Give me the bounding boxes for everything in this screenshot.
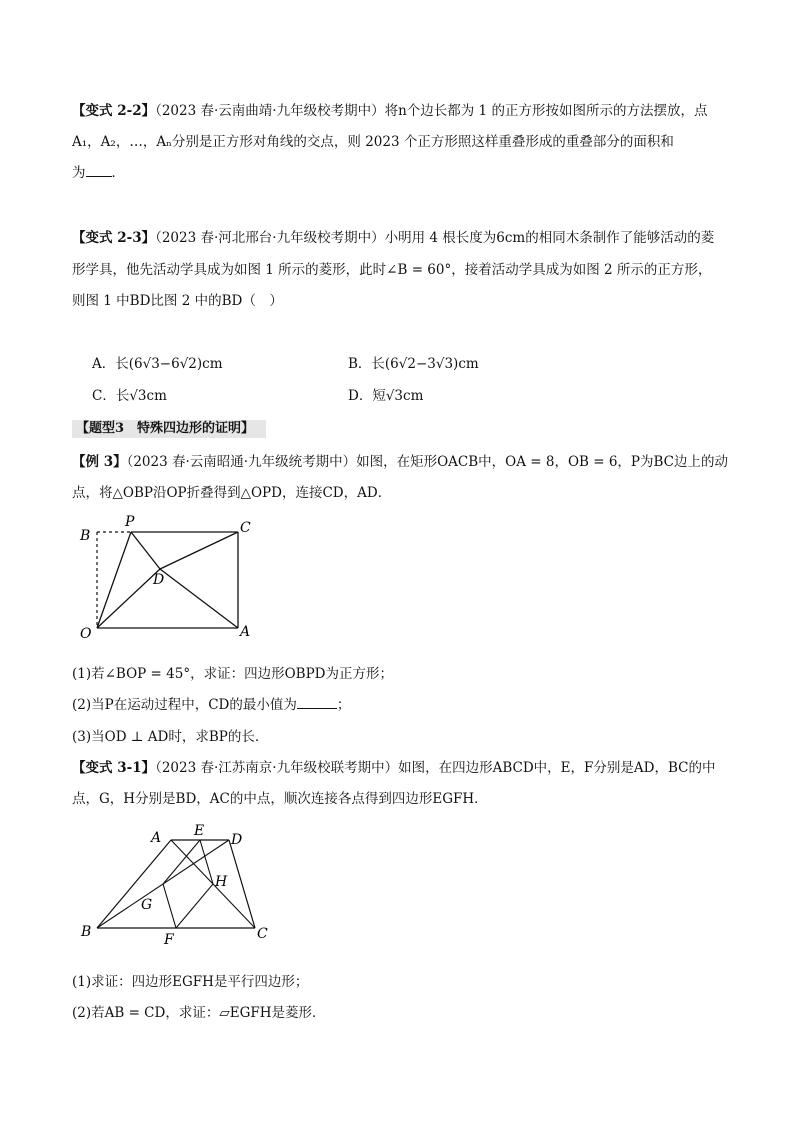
ex3-label-B: B — [80, 528, 91, 544]
q23-label: 【变式 2-3】 — [72, 230, 156, 246]
ex3-label-P: P — [125, 514, 135, 530]
v31-label-H: H — [215, 874, 228, 890]
ex3-q2 — [72, 695, 732, 715]
section3-header: 【题型3 特殊四边形的证明】 — [72, 420, 266, 438]
ex3-label-D: D — [153, 572, 165, 588]
q22-line3-end: ． — [111, 165, 125, 181]
q22-line3 — [72, 163, 732, 183]
v31-seg-FH — [176, 884, 213, 928]
ex3-q1: (1)若∠BOP = 45°，求证：四边形OBPD为正方形； — [72, 666, 393, 682]
v31-label-A: A — [151, 830, 162, 846]
v31-line1-text: （2023 春·江苏南京·九年级校联考期中）如图，在四边形ABCD中，E，F分别是AD，BC的中 — [155, 760, 716, 776]
ex3-figure — [70, 512, 270, 642]
ex3-seg-CD — [160, 532, 238, 569]
v31-seg-GF — [163, 884, 176, 928]
q23-line1-text: （2023 春·河北邢台·九年级校考期中）小明用 4 根长度为6cm的相同木条制作了能够活动的菱 — [155, 230, 715, 246]
q22-line2: A₁，A₂，…，Aₙ分别是正方形对角线的交点，则 2023 个正方形照这样重叠形成的重叠部分的面积和 — [72, 134, 674, 150]
q23-option-d[interactable]: D．短√3cm — [348, 388, 424, 404]
ex3-seg-OD — [97, 569, 160, 628]
v31-line2: 点，G，H分别是BD，AC的中点，顺次连接各点得到四边形EGFH． — [72, 791, 488, 807]
ex3-q2-answer-blank[interactable] — [297, 696, 337, 709]
v31-q1: (1)求证：四边形EGFH是平行四边形； — [72, 974, 309, 990]
q22-line1 — [72, 101, 732, 121]
ex3-seg-PD — [131, 532, 160, 569]
v31-seg-EG — [163, 840, 200, 884]
q23-option-b[interactable]: B．长(6√2−3√3)cm — [348, 356, 479, 372]
v31-figure — [75, 822, 275, 952]
v31-label-C: C — [257, 926, 268, 942]
ex3-label-A: A — [240, 624, 251, 640]
ex3-line2: 点，将△OBP沿OP折叠得到△OPD，连接CD，AD． — [72, 485, 392, 501]
q22-line3-start: 为 — [72, 165, 86, 181]
v31-label-F: F — [164, 932, 174, 948]
v31-label-G: G — [141, 897, 153, 913]
q22-label: 【变式 2-2】 — [72, 103, 156, 119]
q23-option-c[interactable]: C．长√3cm — [92, 388, 167, 404]
ex3-label-C: C — [240, 520, 251, 536]
v31-label-D: D — [231, 832, 243, 848]
v31-label-E: E — [194, 823, 205, 839]
v31-q2: (2)若AB = CD，求证：▱EGFH是菱形． — [72, 1005, 326, 1021]
ex3-q3: (3)当OD ⊥ AD时，求BP的长． — [72, 729, 269, 745]
v31-edge-AB — [97, 840, 171, 928]
q23-option-a[interactable]: A．长(6√3−6√2)cm — [92, 356, 223, 372]
ex3-line1-text: （2023 春·云南昭通·九年级统考期中）如图，在矩形OACB中，OA = 8，OB = 6，P为BC边上的动 — [126, 454, 728, 470]
ex3-label-O: O — [80, 626, 92, 642]
ex3-line1 — [72, 452, 732, 472]
v31-line1 — [72, 758, 732, 778]
v31-label: 【变式 3-1】 — [72, 760, 156, 776]
q22-answer-blank[interactable] — [86, 164, 112, 177]
v31-label-B: B — [81, 924, 92, 940]
ex3-seg-OP — [97, 532, 131, 628]
ex3-q2-start: (2)当P在运动过程中，CD的最小值为 — [72, 697, 297, 713]
q23-line1 — [72, 228, 732, 248]
q22-line1-text: （2023 春·云南曲靖·九年级校考期中）将n个边长都为 1 的正方形按如图所示的方法摆放，点 — [155, 103, 708, 119]
ex3-label: 【例 3】 — [72, 454, 127, 470]
q23-line2: 形学具，他先活动学具成为如图 1 所示的菱形，此时∠B = 60°，接着活动学具成为如图 2 所示的正方形， — [72, 262, 712, 278]
q23-line3: 则图 1 中BD比图 2 中的BD（ ） — [72, 293, 283, 309]
ex3-q2-end: ； — [336, 697, 351, 713]
ex3-seg-AD — [160, 569, 238, 628]
